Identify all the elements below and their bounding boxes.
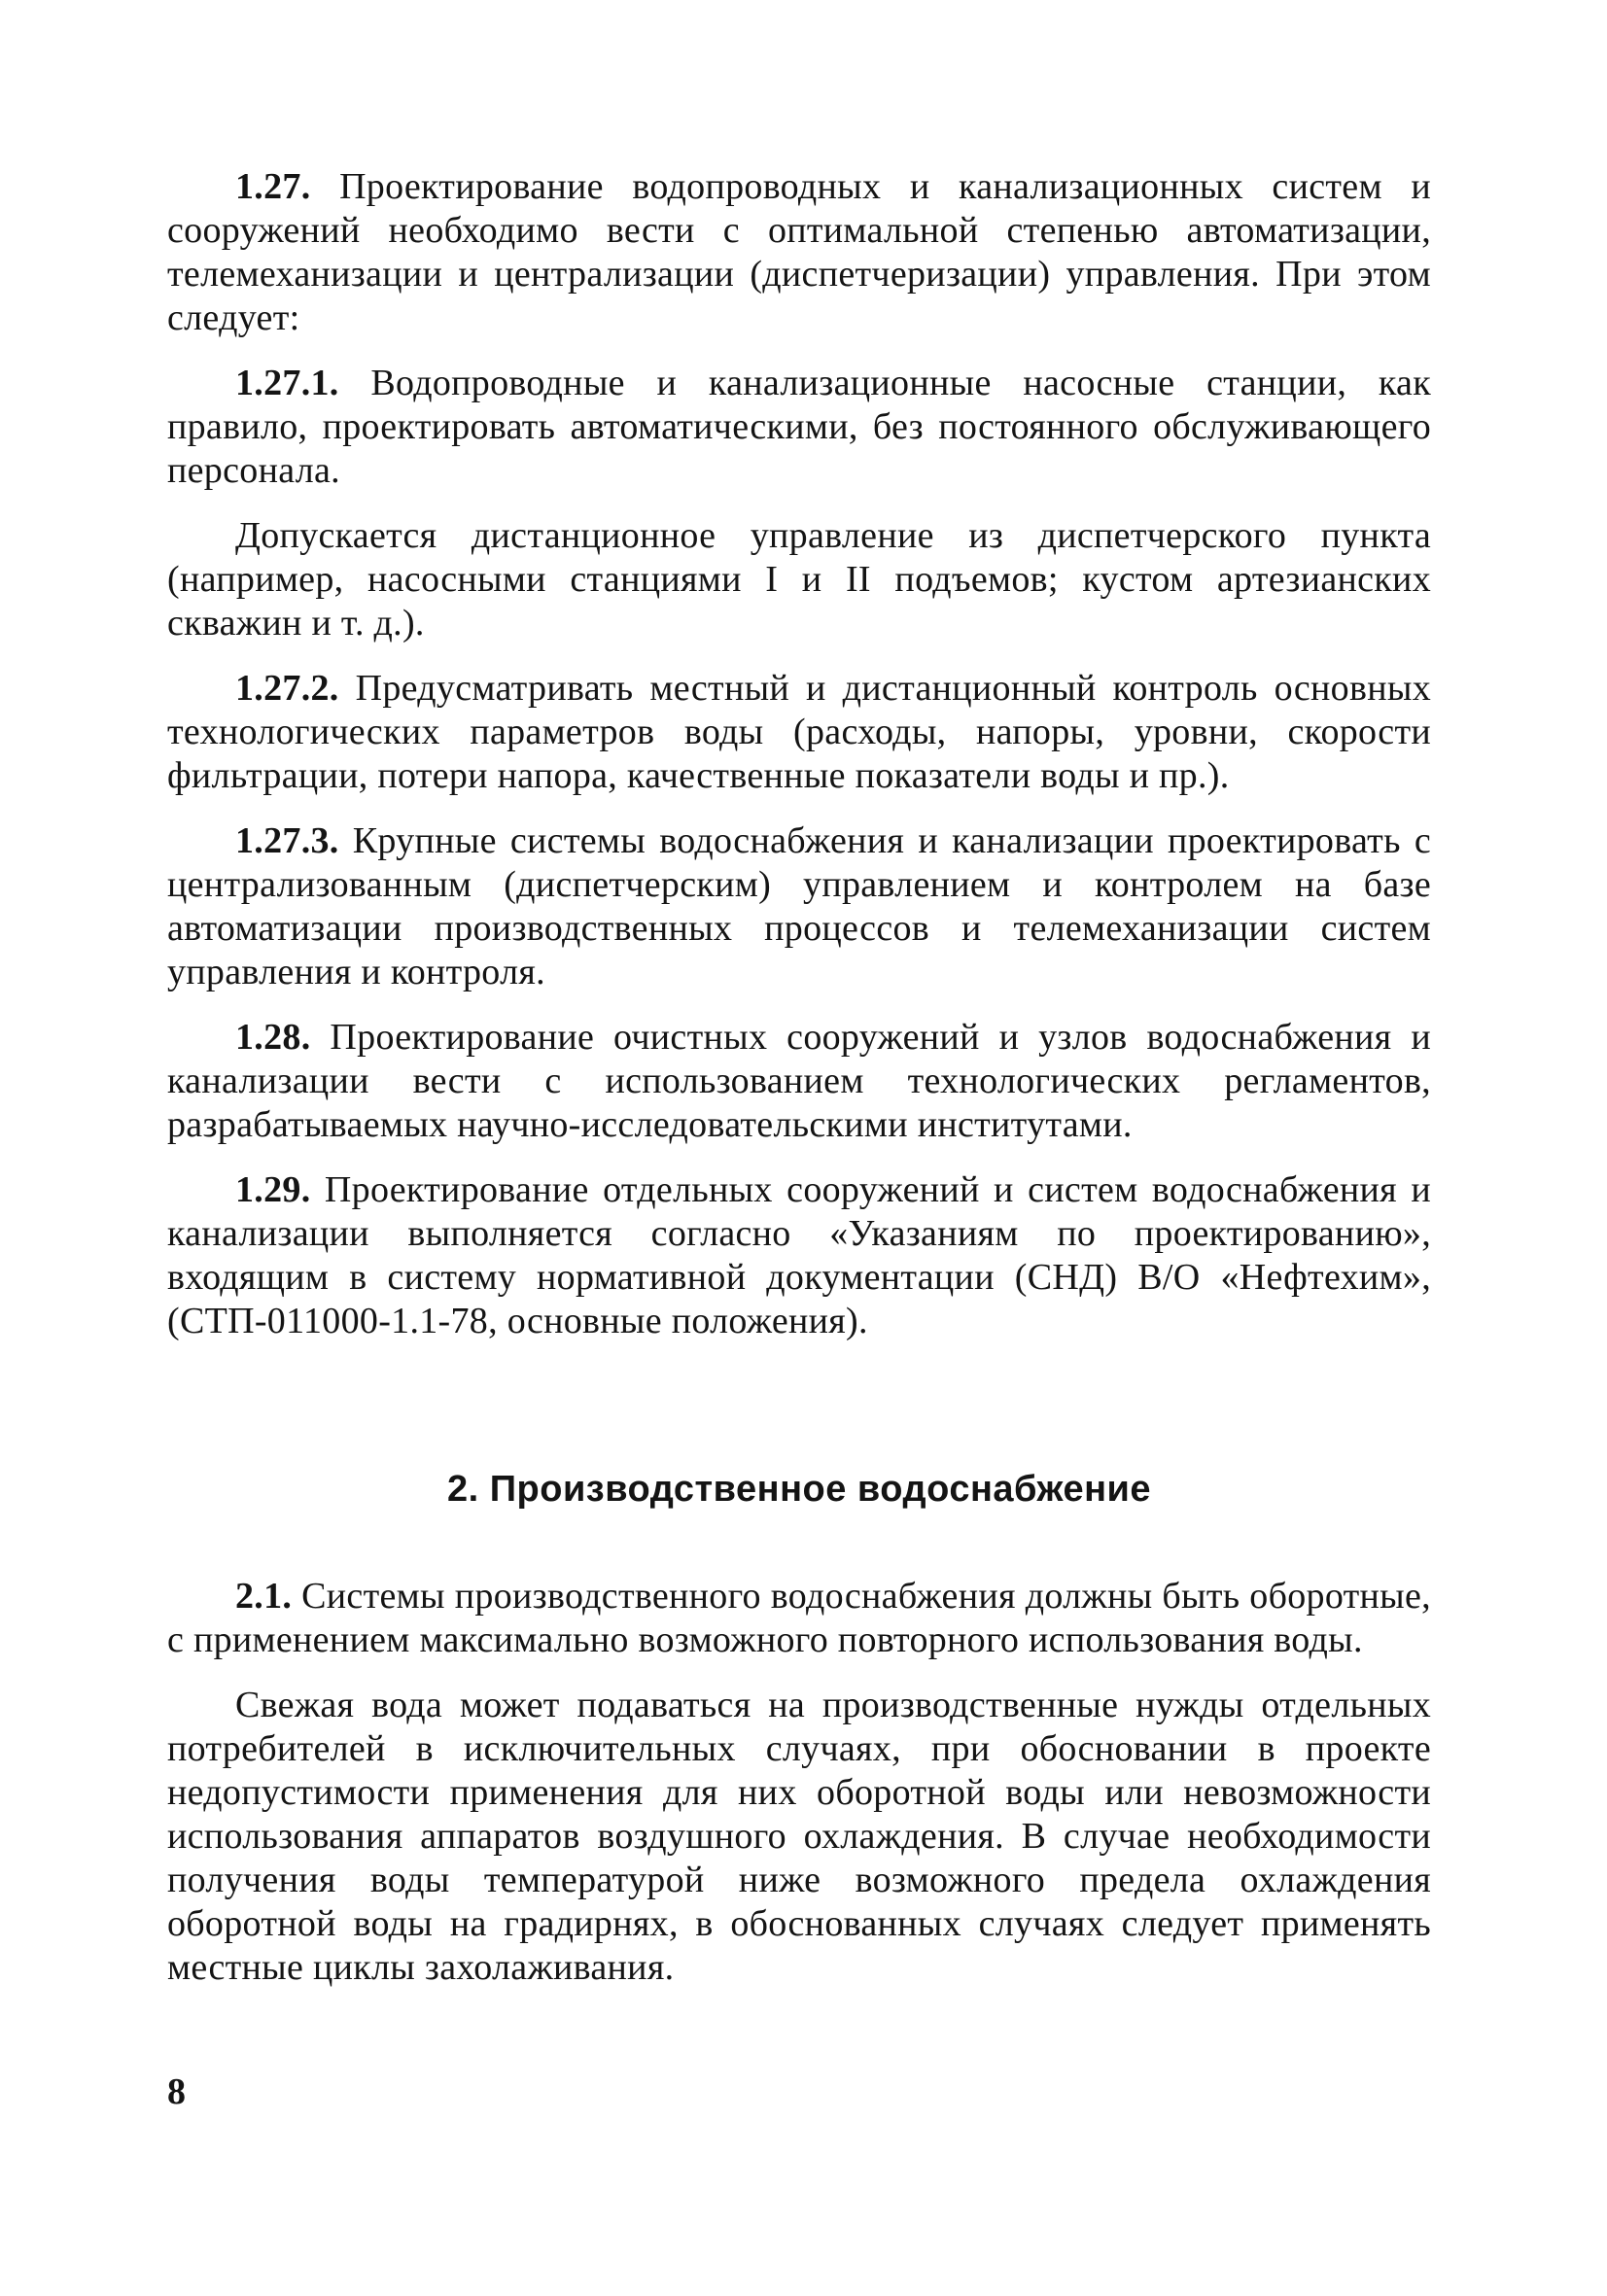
paragraph-number: 1.27.1.: [235, 363, 339, 403]
paragraph-number: 1.29.: [235, 1169, 311, 1210]
paragraph-text: Водопроводные и канализационные насосные станции, как правило, проектировать автоматическими, без постоянного обслуживающего персонала.: [167, 363, 1431, 491]
paragraph-number: 1.28.: [235, 1017, 311, 1058]
paragraph-number: 1.27.: [235, 166, 311, 207]
paragraph-number: 1.27.3.: [235, 820, 339, 861]
paragraph-1-29: [167, 1168, 1431, 1343]
paragraph-number: 1.27.2.: [235, 668, 339, 709]
paragraph-text: Свежая вода может подаваться на производственные нужды отдельных потребителей в исключительных случаях, при обосновании в проекте недопустимости применения для них оборотной воды или невозможности использования аппаратов воздушного охлаждения. В случае необходимости получения воды температурой ниже возможного предела охлаждения оборотной воды на градирнях, в обоснованных случаях следует применять местные циклы захолаживания.: [167, 1685, 1431, 1988]
paragraph-text: Проектирование отдельных сооружений и систем водоснабжения и канализации выполняется согласно «Указаниям по проектированию», входящим в систему нормативной документации (СНД) В/О «Нефтехим», (СТП-011000-1.1-78, основные положения).: [167, 1169, 1431, 1341]
paragraph-text: Системы производственного водоснабжения должны быть оборотные, с применением максимально возможного повторного использования воды.: [167, 1576, 1431, 1660]
paragraph-text: Проектирование водопроводных и канализационных систем и сооружений необходимо вести с оптимальной степенью автоматизации, телемеханизации и централизации (диспетчеризации) управления. При этом следует:: [167, 166, 1431, 338]
paragraph-1-27-1: [167, 362, 1431, 493]
paragraph-text: Допускается дистанционное управление из диспетчерского пункта (например, насосными станциями I и II подъемов; кустом артезианских скважин и т. д.).: [167, 515, 1431, 644]
page-number: 8: [167, 2071, 186, 2112]
paragraph-text: Предусматривать местный и дистанционный контроль основных технологических параметров воды (расходы, напоры, уровни, скорости фильтрации, потери напора, качественные показатели воды и пр.).: [167, 668, 1431, 796]
paragraph-number: 2.1.: [235, 1576, 293, 1617]
paragraph-1-27-3: [167, 819, 1431, 994]
paragraph-fresh-water: [167, 1684, 1431, 1990]
paragraph-2-1: [167, 1575, 1431, 1662]
paragraph-1-27-2: [167, 667, 1431, 798]
paragraph-text: Проектирование очистных сооружений и узлов водоснабжения и канализации вести с использованием технологических регламентов, разрабатываемых научно-исследовательскими институтами.: [167, 1017, 1431, 1145]
paragraph-text: Крупные системы водоснабжения и канализации проектировать с централизованным (диспетчерским) управлением и контролем на базе автоматизации производственных процессов и телемеханизации систем управления и контроля.: [167, 820, 1431, 992]
section-1-body: [167, 165, 1431, 1365]
paragraph-1-27: [167, 165, 1431, 340]
section-2-body: [167, 1575, 1431, 2011]
paragraph-1-28: [167, 1016, 1431, 1147]
paragraph-remote-control: [167, 514, 1431, 645]
section-2-heading: 2. Производственное водоснабжение: [446, 1469, 1152, 1510]
